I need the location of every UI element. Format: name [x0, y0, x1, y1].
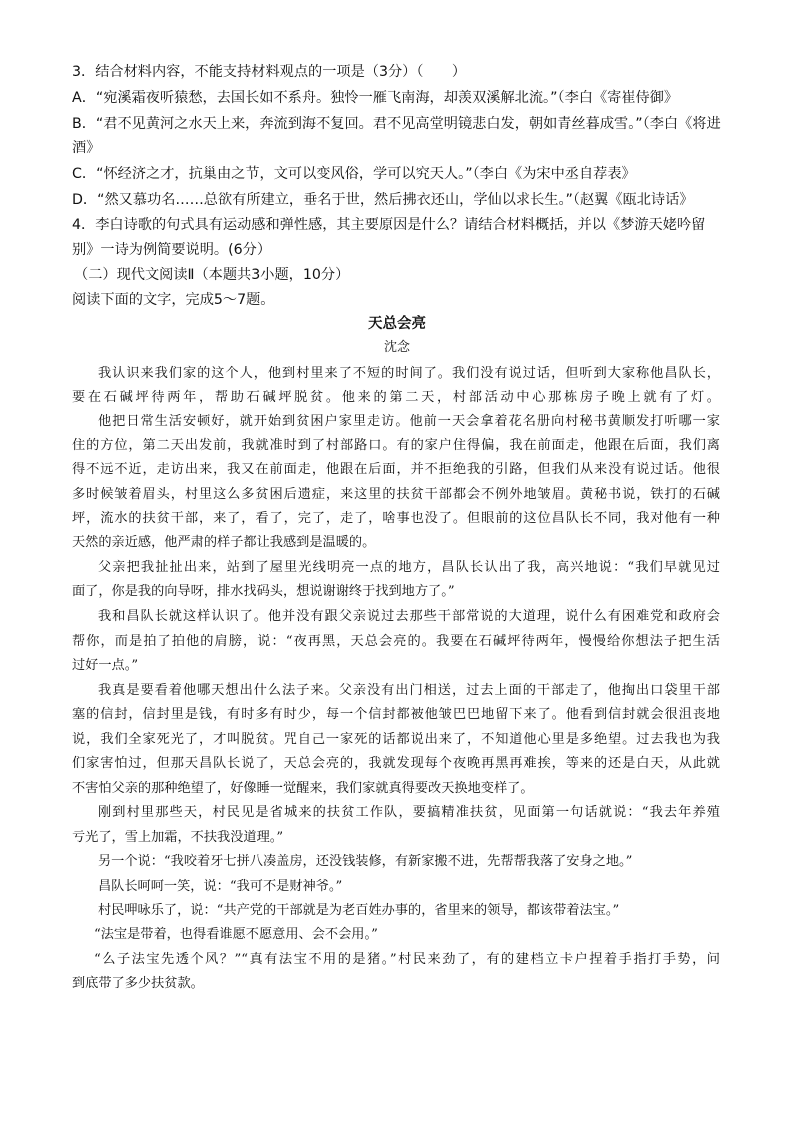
article-line: “法宝是带着，也得看谁愿不愿意用、会不会用。”: [94, 927, 378, 942]
article-line: 不害怕父亲的那种绝望了，好像睡一觉醒来，我们家就真得要改天换地变样了。: [72, 781, 534, 796]
article-line: “么子法宝先透个风？”“真有法宝不用的是猪。”村民来劲了，有的建档立卡户捏着手指打手势，问: [94, 952, 720, 967]
article-line: 刚到村里那些天，村民见是省城来的扶贫工作队，要搞精准扶贫，见面第一句话就说：“我去年养殖: [98, 805, 720, 820]
article-line: 我认识来我们家的这个人，他到村里来了不短的时间了。我们没有说过话，但听到大家称他昌队长，: [98, 366, 720, 381]
question-3-option-b-line-2: 酒》: [72, 140, 101, 156]
article-line: 帮你，而是拍了拍他的肩膀，说：“夜再黑，天总会亮的。我要在石碱坪待两年，慢慢给你想法子把生活: [72, 634, 720, 649]
article-line: 我真是要看着他哪天想出什么法子来。父亲没有出门相送，过去上面的干部走了，他掏出口袋里干部: [98, 683, 720, 698]
question-3-stem: 3．结合材料内容，不能支持材料观点的一项是（3分）（ ）: [72, 64, 467, 80]
article-line: 坪，流水的扶贫干部，来了，看了，完了，走了，啥事也没了。但眼前的这位昌队长不同，我对他有一种: [72, 511, 720, 526]
article-line: 他把日常生活安顿好，就开始到贫困户家里走访。他前一天会拿着花名册向村秘书黄顺发打听哪一家: [98, 414, 720, 429]
article-line: 面了，你是我的向导呀，排水找码头，想说谢谢终于找到地方了。”: [72, 584, 455, 599]
article-line: 要在石碱坪待两年，帮助石碱坪脱贫。他来的第二天，村部活动中心那栋房子晚上就有了灯。: [72, 390, 720, 405]
article-line: 说，我们全家死光了，才叫脱贫。咒自己一家死的话都说出来了，不知道他心里是多绝望。过去我也为我: [72, 732, 720, 747]
article-line: 亏光了，雪上加霜，不扶我没道理。”: [72, 830, 284, 845]
article-line: 我和昌队长就这样认识了。他并没有跟父亲说过去那些干部常说的大道理，说什么有困难党和政府会: [98, 609, 720, 624]
question-4-line-2: 别》一诗为例简要说明。(6分）: [72, 242, 272, 258]
section-heading: （二）现代文阅读Ⅱ（本题共3小题，10分）: [74, 267, 350, 283]
article-line: 们家害怕过，但那天昌队长说了，天总会亮的，我就发现每个夜晚再黑再难挨，等来的还是白天，从此就: [72, 756, 720, 771]
article-line: 另一个说：“我咬着牙七拼八凑盖房，还没钱装修，有新家搬不进，先帮帮我落了安身之地。”: [98, 854, 633, 869]
article-line: 住的方位，第二天出发前，我就准时到了村部路口。有的家户住得偏，我在前面走，他跟在后面，我们离: [72, 438, 720, 453]
question-3-option-b-line-1: B．“君不见黄河之水天上来，奔流到海不复回。君不见高堂明镜悲白发，朝如青丝暮成雪。”（李白《将进: [72, 116, 721, 132]
article-line: 村民呷咏乐了，说：“共产党的干部就是为老百姓办事的，省里来的领导，都该带着法宝。”: [98, 903, 620, 918]
article-line: 多时候皱着眉头，村里这么多贫困后遗症，来这里的扶贫干部都会不例外地皱眉。黄秘书说，铁打的石碱: [72, 487, 720, 502]
article-line: 天然的亲近感，他严肃的样子都让我感到是温暖的。: [72, 535, 376, 550]
article-line: 父亲把我扯扯出来，站到了屋里光线明亮一点的地方，昌队长认出了我，高兴地说：“我们早就见过: [98, 560, 720, 575]
article-line: 得不远不近，走访出来，我又在前面走，他跟在后面，并不拒绝我的引路，但我们从来没有说过话。他很: [72, 462, 720, 477]
article-line: 过好一点。”: [72, 658, 139, 673]
article-line: 昌队长呵呵一笑，说：“我可不是财神爷。”: [98, 879, 343, 894]
article-line: 塞的信封，信封里是钱，有时多有时少，每一个信封都被他皱巴巴地留下来了。他看到信封就会很沮丧地: [72, 707, 720, 722]
question-4-line-1: 4．李白诗歌的句式具有运动感和弹性感，其主要原因是什么？请结合材料概括，并以《梦游天姥吟留: [72, 217, 706, 233]
article-author: 沈念: [383, 340, 410, 355]
article-title: 天总会亮: [368, 315, 426, 332]
article-line: 到底带了多少扶贫款。: [72, 976, 204, 991]
question-3-option-d: D．“然又慕功名……总欲有所建立，垂名于世，然后拂衣还山，学仙以求长生。”（赵翼《瓯北诗话》: [72, 192, 694, 208]
section-instruction: 阅读下面的文字，完成5～7题。: [72, 292, 275, 308]
question-3-option-c: C．“怀经济之才，抗巢由之节，文可以变风俗，学可以究天人。”（李白《为宋中丞自荐表》: [72, 166, 636, 182]
question-3-option-a: A．“宛溪霜夜听猿愁，去国长如不系舟。独怜一雁飞南海，却羡双溪解北流。”（李白《寄崔侍御》: [72, 90, 679, 106]
